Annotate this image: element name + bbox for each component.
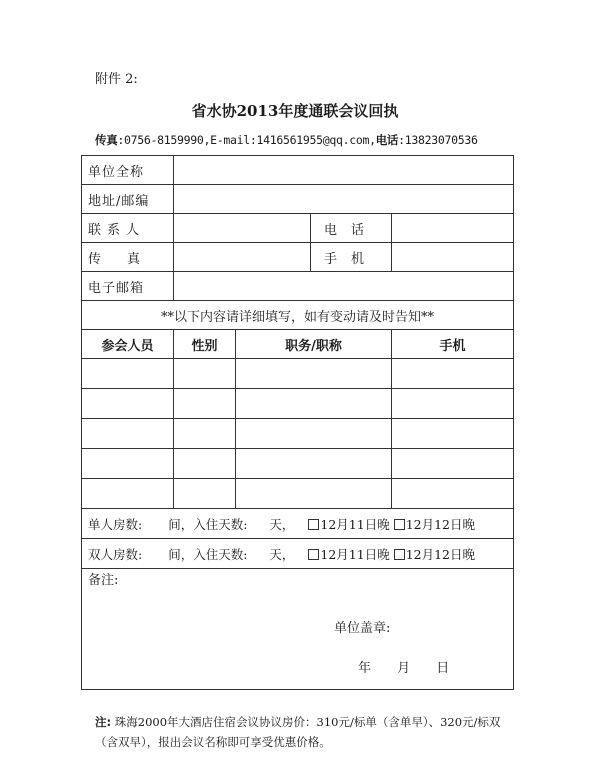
double-room-label: 双人房数: <box>88 546 143 562</box>
phone-field[interactable] <box>392 214 514 243</box>
phone-value: :13823070536 <box>398 133 478 147</box>
attendee-title-cell[interactable] <box>236 419 392 449</box>
table-row <box>82 419 514 449</box>
mobile-label-cell: 手机 <box>311 243 392 272</box>
phone-label-cell: 电话 <box>311 214 392 243</box>
unit-name-field[interactable] <box>174 156 514 185</box>
attendee-name-cell[interactable] <box>82 419 174 449</box>
attendee-name-cell[interactable] <box>82 479 174 509</box>
double-dec12-label: 12月12日晚 <box>405 546 476 562</box>
attendee-gender-cell[interactable] <box>174 359 236 389</box>
attendee-mobile-cell[interactable] <box>392 479 514 509</box>
table-row <box>82 479 514 509</box>
fill-notice: **以下内容请详细填写，如有变动请及时告知** <box>82 301 514 330</box>
unit-name-label: 单位全称 <box>82 156 174 185</box>
footnote-text: 珠海2000年大酒店住宿会议协议房价：310元/标单（含单早）、320元/标双（含双早），报出会议名称即可享受优惠价格。 <box>95 715 501 749</box>
phone-label: 电话 <box>375 133 399 147</box>
attendee-title-cell[interactable] <box>236 359 392 389</box>
contact-line <box>95 132 478 148</box>
header-gender: 性别 <box>174 330 236 359</box>
double-dec11-label: 12月11日晚 <box>320 546 390 562</box>
checkbox-icon[interactable] <box>394 519 405 530</box>
single-room-row <box>82 509 514 539</box>
single-dec11-option[interactable] <box>308 515 389 533</box>
footnote-label: 注: <box>95 715 112 729</box>
footnote <box>95 712 515 752</box>
header-mobile: 手机 <box>392 330 514 359</box>
table-row <box>82 389 514 419</box>
double-room-nights: 间，入住天数: <box>168 546 248 562</box>
attachment-label: 附件 2: <box>95 72 138 87</box>
attendee-mobile-cell[interactable] <box>392 359 514 389</box>
unit-stamp-label: 单位盖章: <box>334 621 391 636</box>
remarks-label: 备注: <box>88 573 119 588</box>
fax-label-cell: 传真 <box>82 243 174 272</box>
header-attendee: 参会人员 <box>82 330 174 359</box>
attendee-name-cell[interactable] <box>82 449 174 479</box>
double-room-row <box>82 539 514 569</box>
table-row <box>82 359 514 389</box>
attendee-title-cell[interactable] <box>236 449 392 479</box>
attendee-name-cell[interactable] <box>82 389 174 419</box>
attendee-title-cell[interactable] <box>236 479 392 509</box>
fax-label: 传真 <box>95 133 118 147</box>
fax-field[interactable] <box>174 243 311 272</box>
contact-person-label: 联系人 <box>82 214 174 243</box>
double-room-days: 天， <box>269 546 295 562</box>
table-row <box>82 449 514 479</box>
address-field[interactable] <box>174 185 514 214</box>
header-title: 职务/职称 <box>236 330 392 359</box>
fax-email-value: :0756-8159990,E-mail:1416561955@qq.com, <box>117 133 376 147</box>
contact-person-field[interactable] <box>174 214 311 243</box>
attendee-gender-cell[interactable] <box>174 389 236 419</box>
double-dec12-option[interactable] <box>394 545 475 563</box>
date-label: 年 月 日 <box>358 661 450 676</box>
email-label: 电子邮箱 <box>82 272 174 301</box>
attendee-gender-cell[interactable] <box>174 449 236 479</box>
attendee-title-cell[interactable] <box>236 389 392 419</box>
single-room-nights: 间，入住天数: <box>168 516 248 532</box>
single-dec11-label: 12月11日晚 <box>320 516 390 532</box>
address-label: 地址/邮编 <box>82 185 174 214</box>
reply-form-table <box>81 155 514 690</box>
checkbox-icon[interactable] <box>394 549 405 560</box>
attendee-mobile-cell[interactable] <box>392 389 514 419</box>
page-title: 省水协2013年度通联会议回执 <box>191 102 399 120</box>
attendee-name-cell[interactable] <box>82 359 174 389</box>
mobile-field[interactable] <box>392 243 514 272</box>
single-dec12-label: 12月12日晚 <box>405 516 476 532</box>
single-room-label: 单人房数: <box>88 516 143 532</box>
attendee-mobile-cell[interactable] <box>392 449 514 479</box>
attendee-gender-cell[interactable] <box>174 419 236 449</box>
single-room-days: 天， <box>269 516 295 532</box>
email-field[interactable] <box>174 272 514 301</box>
double-dec11-option[interactable] <box>308 545 389 563</box>
attendee-gender-cell[interactable] <box>174 479 236 509</box>
remarks-cell[interactable] <box>82 569 514 690</box>
attendee-mobile-cell[interactable] <box>392 419 514 449</box>
checkbox-icon[interactable] <box>308 519 319 530</box>
single-dec12-option[interactable] <box>394 515 475 533</box>
checkbox-icon[interactable] <box>308 549 319 560</box>
